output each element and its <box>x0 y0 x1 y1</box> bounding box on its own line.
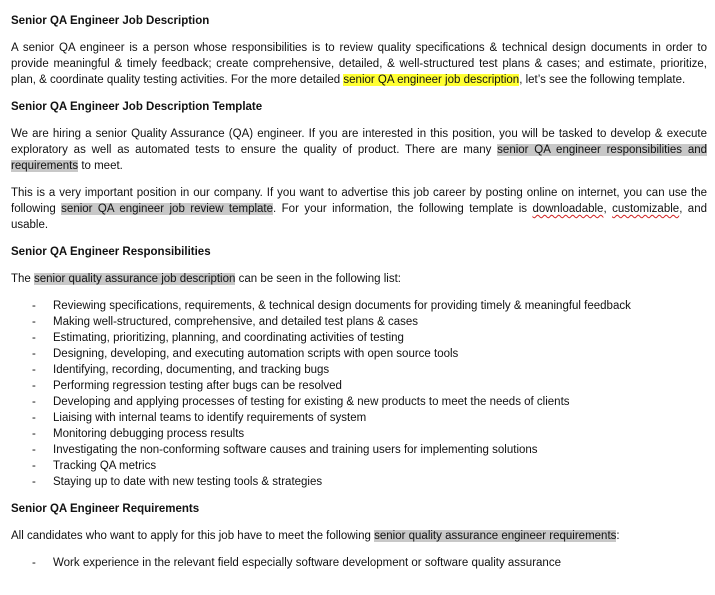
responsibilities-list <box>11 298 707 490</box>
list-item: - Staying up to date with new testing tools & strategies <box>53 474 707 490</box>
list-item: - Making well-structured, comprehensive, and detailed test plans & cases <box>53 314 707 330</box>
document-title: Senior QA Engineer Job Description <box>11 15 210 27</box>
list-item: - Tracking QA metrics <box>53 458 707 474</box>
responsibilities-intro-text: The <box>11 273 35 285</box>
list-item: - Performing regression testing after bugs can be resolved <box>53 378 707 394</box>
highlighted-link-qa-job-description[interactable]: senior quality assurance job description <box>34 273 236 285</box>
list-item: - Monitoring debugging process results <box>53 426 707 442</box>
intro-text: A senior QA engineer is a person whose responsibilities is to review quality specifications & technical design documents in order to provide meaningful & timely feedback; create comprehensive, detailed, & well-structured test plans & cases; and estimate, prioritize, plan, & coordinate quality testing activities. For the more detailed <box>11 42 707 86</box>
requirements-intro <box>11 528 707 544</box>
highlighted-link-job-description[interactable]: senior QA engineer job description <box>343 74 520 86</box>
hiring-paragraph <box>11 126 707 174</box>
list-item: - Investigating the non-conforming software causes and training users for implementing solutions <box>53 442 707 458</box>
responsibilities-intro-text-end: can be seen in the following list: <box>235 273 401 285</box>
requirements-intro-text: All candidates who want to apply for this job have to meet the following <box>11 530 375 542</box>
position-text: This is a very important position in our company. If you want to advertise this job career by posting online on internet, you can use the following <box>11 187 707 215</box>
list-item: - Work experience in the relevant field especially software development or software quality assurance <box>53 555 707 571</box>
responsibilities-intro <box>11 271 707 287</box>
hiring-text-end: to meet. <box>78 160 123 172</box>
spellcheck-word-downloadable: downloadable <box>532 203 604 215</box>
list-item: - Identifying, recording, documenting, and tracking bugs <box>53 362 707 378</box>
hiring-text: We are hiring a senior Quality Assurance (QA) engineer. If you are interested in this position, you will be tasked to develop & execute exploratory as well as automated tests to ensure the quality of product. There are many <box>11 128 707 156</box>
template-heading: Senior QA Engineer Job Description Template <box>11 101 263 113</box>
spellcheck-word-customizable: customizable <box>612 203 680 215</box>
highlighted-link-responsibilities-requirements[interactable]: senior QA engineer responsibilities and requirements <box>11 144 708 172</box>
list-item: - Designing, developing, and executing automation scripts with open source tools <box>53 346 707 362</box>
list-item: - Developing and applying processes of testing for existing & new products to meet the needs of clients <box>53 394 707 410</box>
requirements-intro-text-end: : <box>616 530 620 542</box>
responsibilities-heading: Senior QA Engineer Responsibilities <box>11 246 211 258</box>
list-item: - Estimating, prioritizing, planning, and coordinating activities of testing <box>53 330 707 346</box>
position-comma: , <box>603 203 613 215</box>
position-text-end: , and usable. <box>11 203 707 231</box>
highlighted-link-review-template[interactable]: senior QA engineer job review template <box>61 203 274 215</box>
list-item: - Liaising with internal teams to identify requirements of system <box>53 410 707 426</box>
intro-text-end: , let’s see the following template. <box>519 74 686 86</box>
position-paragraph <box>11 185 707 233</box>
position-text-middle: . For your information, the following template is <box>273 203 533 215</box>
requirements-heading: Senior QA Engineer Requirements <box>11 503 200 515</box>
list-item: - Reviewing specifications, requirements, & technical design documents for providing timely & meaningful feedback <box>53 298 707 314</box>
highlighted-link-engineer-requirements[interactable]: senior quality assurance engineer requirements <box>374 530 617 542</box>
intro-paragraph <box>11 40 707 88</box>
requirements-list <box>11 555 707 571</box>
